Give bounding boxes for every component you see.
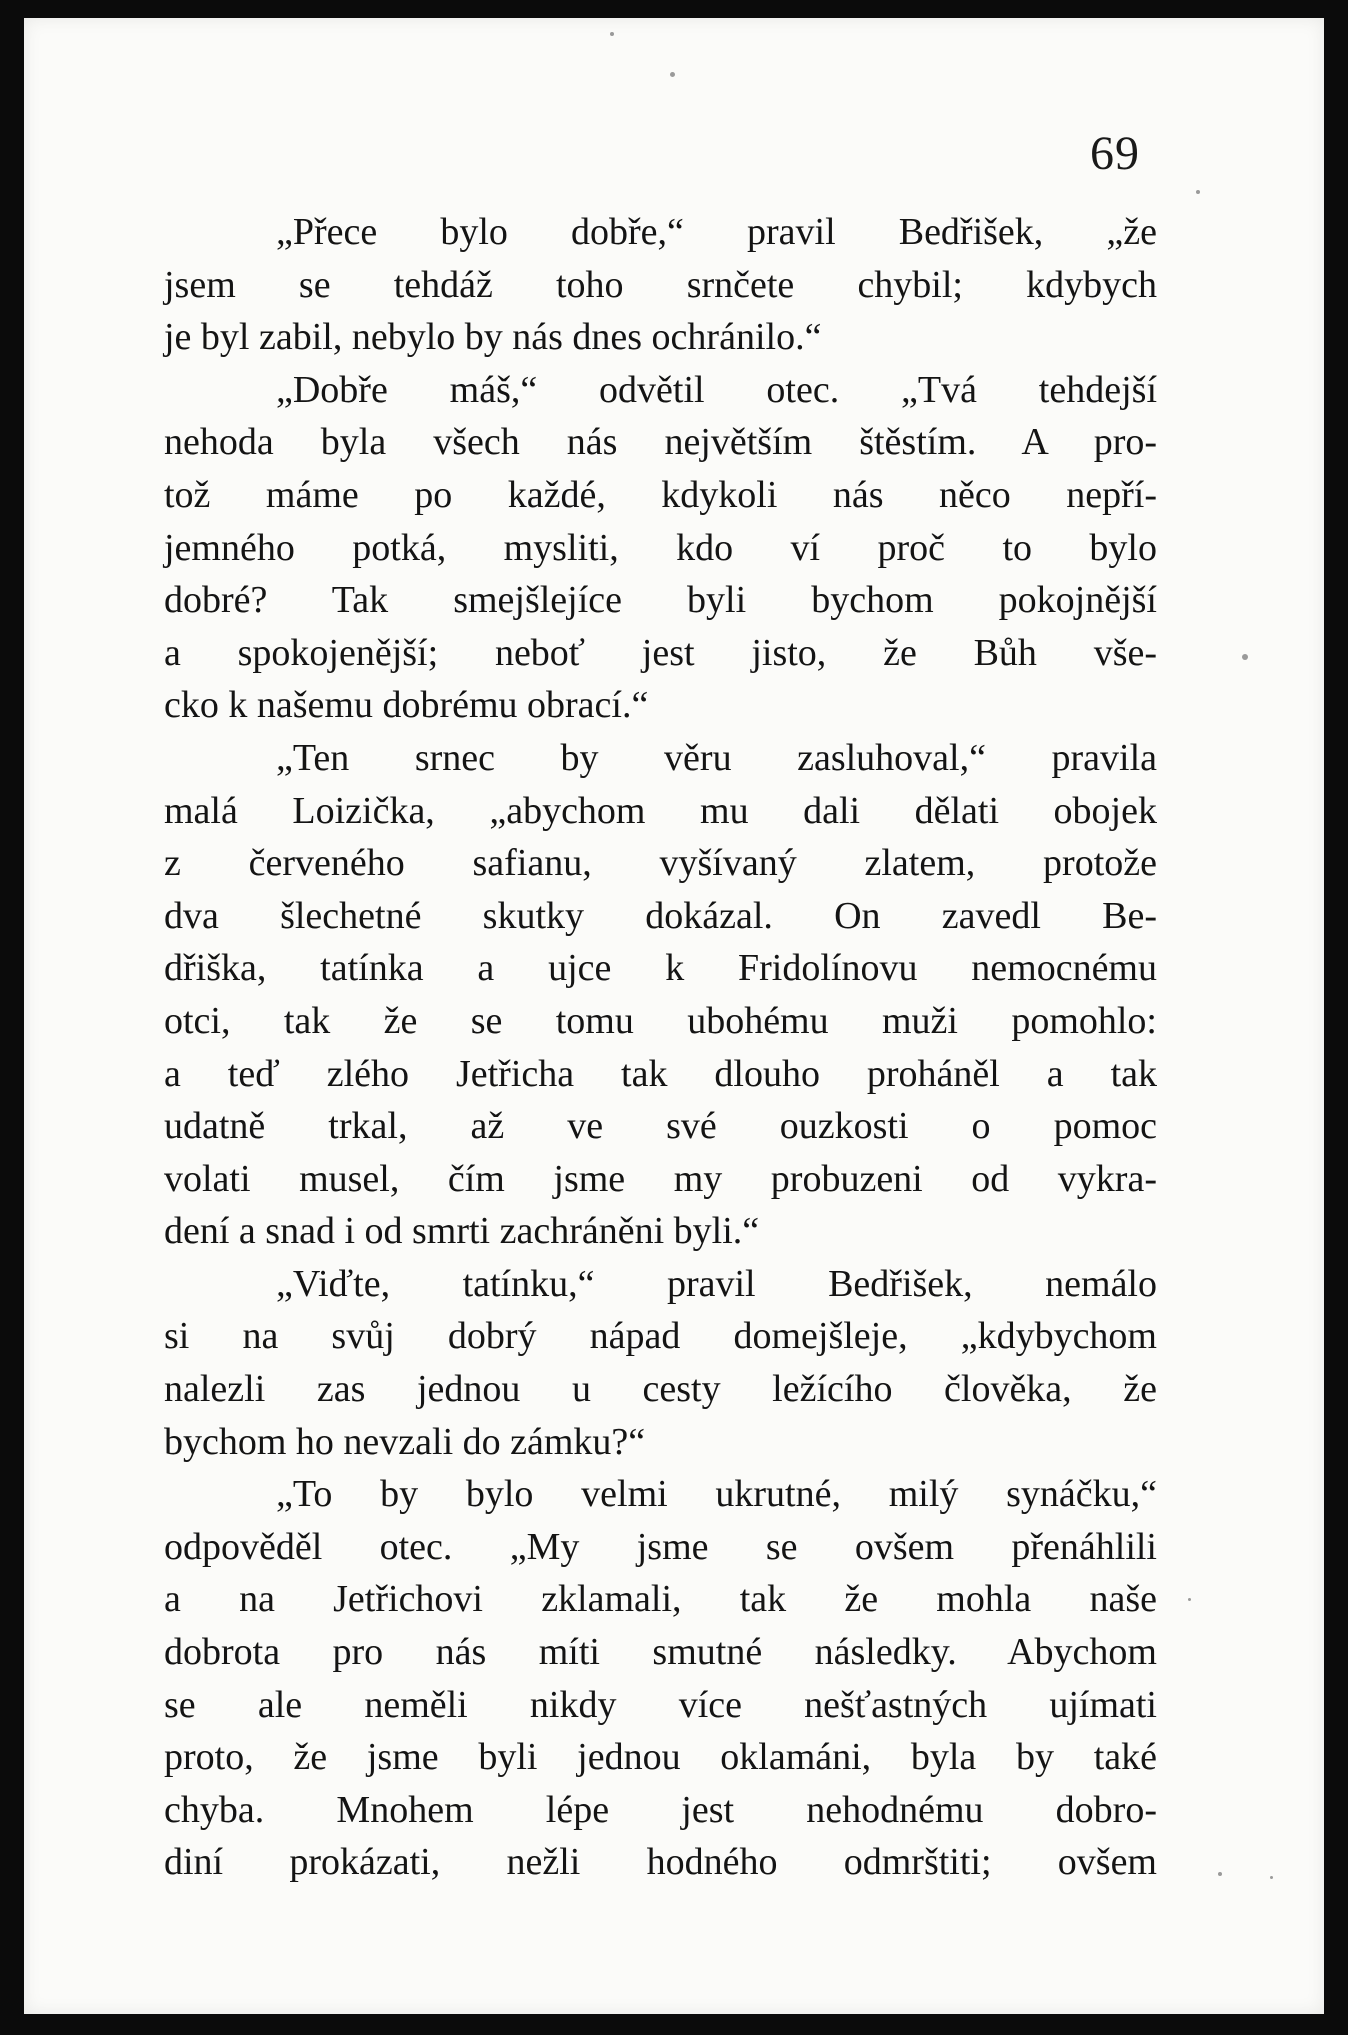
text-line: se ale neměli nikdy více nešťastných ujímati bbox=[164, 1683, 1157, 1726]
text-line: a spokojenější; neboť jest jisto, že Bůh vše- bbox=[164, 631, 1157, 674]
text-line: „To by bylo velmi ukrutné, milý synáčku,“ bbox=[276, 1473, 1157, 1516]
text-line: dení a snad i od smrti zachráněni byli.“ bbox=[164, 1210, 760, 1253]
text-line: a teď zlého Jetřicha tak dlouho proháněl a tak bbox=[164, 1052, 1157, 1095]
text-line: je byl zabil, nebylo by nás dnes ochránilo.“ bbox=[164, 316, 822, 359]
scan-speck bbox=[1188, 1598, 1191, 1601]
text-line: dva šlechetné skutky dokázal. On zavedl Be- bbox=[164, 894, 1157, 937]
text-line: proto, že jsme byli jednou oklamáni, byla by také bbox=[164, 1736, 1157, 1779]
scan-speck bbox=[1218, 1872, 1222, 1876]
book-page bbox=[24, 18, 1324, 2014]
text-line: volati musel, čím jsme my probuzeni od vykra- bbox=[164, 1157, 1157, 1200]
scan-speck bbox=[670, 72, 675, 77]
text-line: „Přece bylo dobře,“ pravil Bedřišek, „že bbox=[276, 211, 1157, 253]
text-line: diní prokázati, nežli hodného odmrštiti; ovšem bbox=[164, 1841, 1157, 1884]
text-line: dobré? Tak smejšlejíce byli bychom pokojnější bbox=[164, 579, 1157, 622]
text-line: „Dobře máš,“ odvětil otec. „Tvá tehdejší bbox=[276, 368, 1157, 411]
text-line: „Viďte, tatínku,“ pravil Bedřišek, nemálo bbox=[276, 1262, 1157, 1305]
scan-speck bbox=[1196, 190, 1200, 194]
text-line: udatně trkal, až ve své ouzkosti o pomoc bbox=[164, 1105, 1157, 1148]
text-line: dřiška, tatínka a ujce k Fridolínovu nemocnému bbox=[164, 947, 1157, 990]
text-line: dobrota pro nás míti smutné následky. Abychom bbox=[164, 1631, 1157, 1674]
text-line: „Ten srnec by věru zasluhoval,“ pravila bbox=[276, 736, 1157, 779]
scan-speck bbox=[1242, 654, 1248, 660]
text-line: si na svůj dobrý nápad domejšleje, „kdybychom bbox=[164, 1315, 1157, 1358]
text-line: a na Jetřichovi zklamali, tak že mohla naše bbox=[164, 1578, 1157, 1621]
text-line: cko k našemu dobrému obrací.“ bbox=[164, 684, 649, 727]
text-line: chyba. Mnohem lépe jest nehodnému dobro- bbox=[164, 1788, 1157, 1831]
text-line: jemného potká, mysliti, kdo ví proč to bylo bbox=[164, 526, 1157, 569]
text-line: nehoda byla všech nás největším štěstím. A pro- bbox=[164, 421, 1157, 464]
text-line: odpověděl otec. „My jsme se ovšem přenáhlili bbox=[164, 1525, 1157, 1568]
text-line: z červeného safianu, vyšívaný zlatem, protože bbox=[164, 842, 1157, 885]
text-line: jsem se tehdáž toho srnčete chybil; kdybych bbox=[164, 263, 1157, 306]
text-line: otci, tak že se tomu ubohému muži pomohlo: bbox=[164, 999, 1157, 1042]
text-line: bychom ho nevzali do zámku?“ bbox=[164, 1420, 646, 1463]
page-text bbox=[164, 206, 1157, 1889]
page-number: 69 bbox=[1090, 127, 1140, 180]
scan-speck bbox=[610, 32, 614, 36]
scan-speck bbox=[1270, 1876, 1273, 1879]
text-line: nalezli zas jednou u cesty ležícího člověka, že bbox=[164, 1368, 1157, 1411]
text-line: malá Loizička, „abychom mu dali dělati obojek bbox=[164, 789, 1157, 832]
text-line: tož máme po každé, kdykoli nás něco nepří- bbox=[164, 473, 1157, 516]
